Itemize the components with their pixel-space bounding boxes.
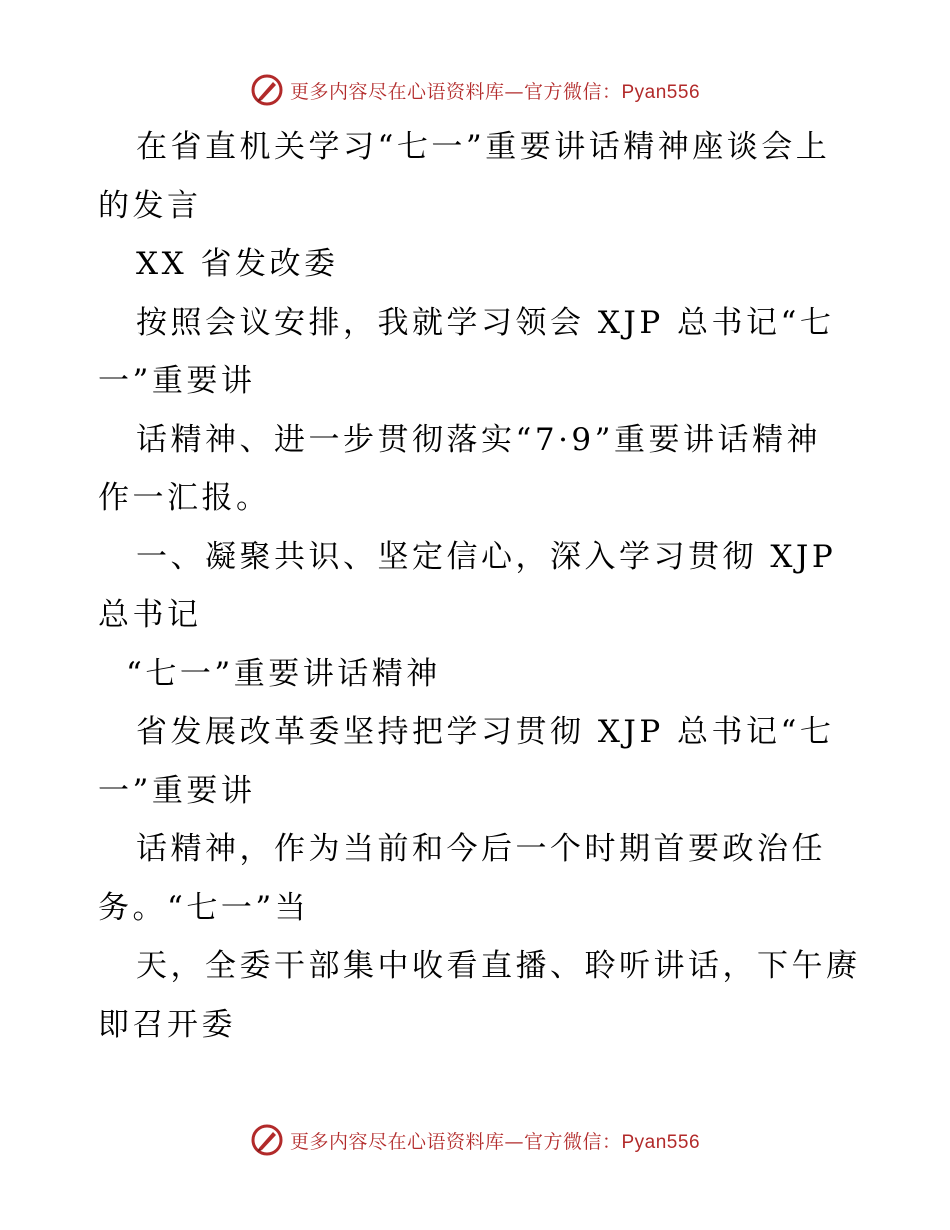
text-line: 总书记 (98, 597, 202, 633)
watermark-wechat-id: Pyan556 (621, 81, 701, 103)
document-body (98, 118, 861, 1054)
quill-pen-logo-icon (250, 73, 284, 107)
text-line: XX 省发改委 (136, 246, 339, 282)
text-line: 作一汇报。 (98, 480, 271, 516)
text-line: 一”重要讲 (98, 772, 256, 809)
text-line: 话精神，作为当前和今后一个时期首要政治任 (136, 831, 826, 867)
text-line: 话精神、进一步贯彻落实“7·9”重要讲话精神 (136, 421, 821, 458)
text-line: 省发展改革委坚持把学习贯彻 XJP 总书记“七 (136, 714, 835, 750)
text-line: 在省直机关学习“七一”重要讲话精神座谈会上 (136, 129, 831, 165)
text-line: 的发言 (98, 187, 202, 224)
text-line: 按照会议安排，我就学习领会 XJP 总书记“七 (136, 304, 835, 341)
quill-pen-logo-icon (250, 1123, 284, 1157)
text-line: “七一”重要讲话精神 (126, 655, 441, 692)
text-line: 务。“七一”当 (98, 889, 310, 926)
text-line: 天，全委干部集中收看直播、聆听讲话，下午赓 (136, 948, 861, 984)
watermark-wechat-id: Pyan556 (621, 1131, 701, 1153)
header-watermark (0, 70, 950, 110)
text-line: 一”重要讲 (98, 363, 256, 399)
text-line: 即召开委 (98, 1006, 236, 1043)
watermark-text: 更多内容尽在心语资料库—官方微信： (289, 80, 622, 103)
footer-watermark (0, 1120, 950, 1160)
text-line: 一、凝聚共识、坚定信心，深入学习贯彻 XJP (136, 538, 837, 575)
watermark-text: 更多内容尽在心语资料库—官方微信： (289, 1130, 622, 1153)
